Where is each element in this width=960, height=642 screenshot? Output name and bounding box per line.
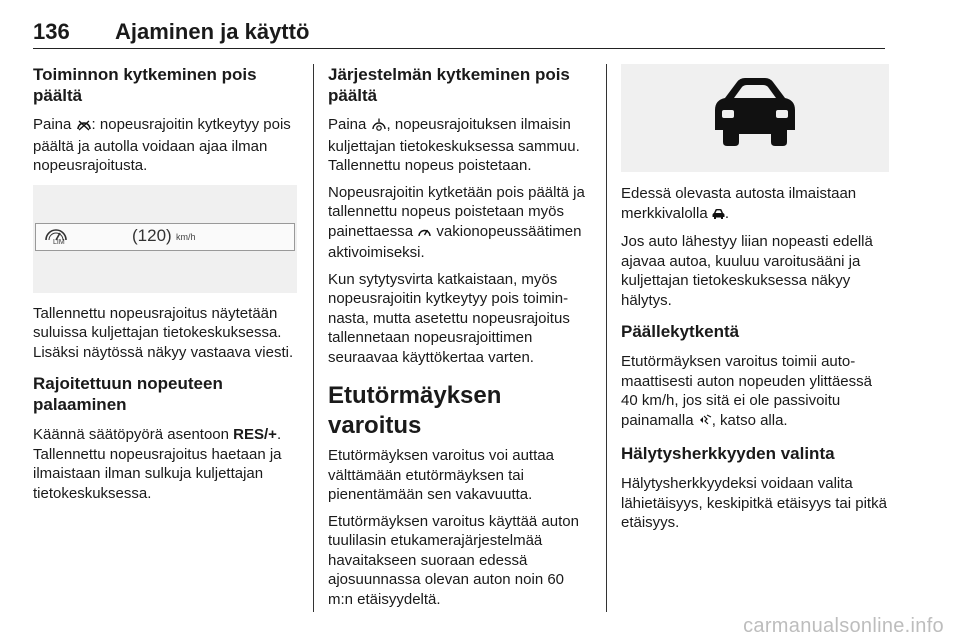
- stored-speed: (120): [132, 225, 172, 245]
- vehicle-ahead-figure: [621, 64, 889, 172]
- page-number: 136: [33, 19, 70, 44]
- paragraph-system-off: Paina , nopeusrajoituksen ilmaisin kuljettajan tietokeskuksessa sammuu. Tallennettu nopeus poistetaan.: [328, 116, 580, 174]
- speed-unit: km/h: [176, 231, 196, 242]
- column-2: [328, 64, 592, 609]
- page-title: Ajaminen ja käyttö: [115, 19, 310, 44]
- speed-limiter-cancel-icon: [76, 117, 92, 137]
- cruise-control-icon: [417, 224, 432, 244]
- section-title-collision: Etutörmäyksen varoitus: [328, 382, 502, 439]
- column-3: [621, 64, 889, 533]
- watermark: carmanualsonline.info: [743, 615, 944, 637]
- page-header: [33, 16, 885, 49]
- paragraph-activation: Etutörmäyksen varoitus toimii automaattisesti auton nopeuden ylittäessä 40 km/h, jos sitä ei ole passivoitu painamalla , katso alla.: [621, 352, 889, 432]
- column-divider-right: [606, 64, 607, 612]
- driver-info-display: [35, 223, 295, 251]
- paragraph-lim-off: Paina : nopeusrajoitin kytkeytyy pois päältä ja autolla voidaan ajaa ilman nopeusrajoitusta.: [33, 116, 291, 174]
- lim-label: LIM: [53, 238, 65, 246]
- column-1: [33, 64, 301, 503]
- paragraph-indicator: Edessä olevasta autosta ilmaistaan merkkivalolla .: [621, 184, 889, 225]
- heading-rajoitettuun: Rajoitettuun nopeuteen palaaminen: [33, 374, 223, 414]
- paragraph-res: Käännä säätöpyörä asentoon RES/+. Tallennettu nopeusrajoitus haetaan ja ilmaistaan ilman sulkuja kuljettajan tietokeskuksessa.: [33, 426, 282, 502]
- paragraph-ignition-off: Kun sytytysvirta katkaistaan, myös nopeusrajoitin kytkeytyy pois toiminnasta, mutta asetettu nopeusrajoitus tallennetaan nopeusrajoittimen seuraavaa käyttökertaa varten.: [328, 270, 570, 366]
- heading-paallekytkenta: Päällekytkentä: [621, 322, 740, 341]
- heading-jarjestelman-pois: Järjestelmän kytkeminen pois päältä: [328, 65, 570, 105]
- vehicle-ahead-indicator-icon: [712, 206, 725, 226]
- column-divider-left: [313, 64, 314, 612]
- res-plus-key: RES/+: [233, 426, 277, 443]
- speed-limiter-display-figure: [33, 185, 297, 293]
- heading-halytysherkkyys: Hälytysherkkyyden valinta: [621, 444, 835, 463]
- heading-toiminnon-pois: Toiminnon kytkeminen pois päältä: [33, 65, 257, 105]
- paragraph-collision-intro: Etutörmäyksen varoitus voi auttaa välttämään etutörmäyksen tai pienentämään sen vakavuutta.: [328, 447, 554, 503]
- vehicle-ahead-icon: [621, 64, 889, 172]
- paragraph-sensitivity: Hälytysherkkyydeksi voidaan valita lähietäisyys, keskipitkä etäisyys tai pitkä etäisyys.: [621, 475, 887, 531]
- paragraph-warning-sound: Jos auto lähestyy liian nopeasti edellä ajavaa autoa, kuuluu varoitusääni ja kuljettajan tietokeskuksessa näkyy hälytys.: [621, 233, 873, 309]
- paragraph-cruise: Nopeusrajoitin kytketään pois päältä ja tallennettu nopeus poistetaan myös painettaessa vakionopeussäätimen aktivoimiseksi.: [328, 183, 585, 261]
- speed-limiter-on-off-icon: [371, 117, 387, 137]
- paragraph-stored-limit: Tallennettu nopeusrajoitus näytetään suluissa kuljettajan tietokeskuksessa. Lisäksi näytössä näkyy vastaava viesti.: [33, 304, 294, 361]
- collision-alert-icon: [698, 413, 712, 433]
- paragraph-camera: Etutörmäyksen varoitus käyttää auton tuulilasin etukamerajärjestelmää havaitakseen suoraan edessä ajosuunnassa olevan auton noin 60 m:n etäisyydeltä.: [328, 512, 579, 608]
